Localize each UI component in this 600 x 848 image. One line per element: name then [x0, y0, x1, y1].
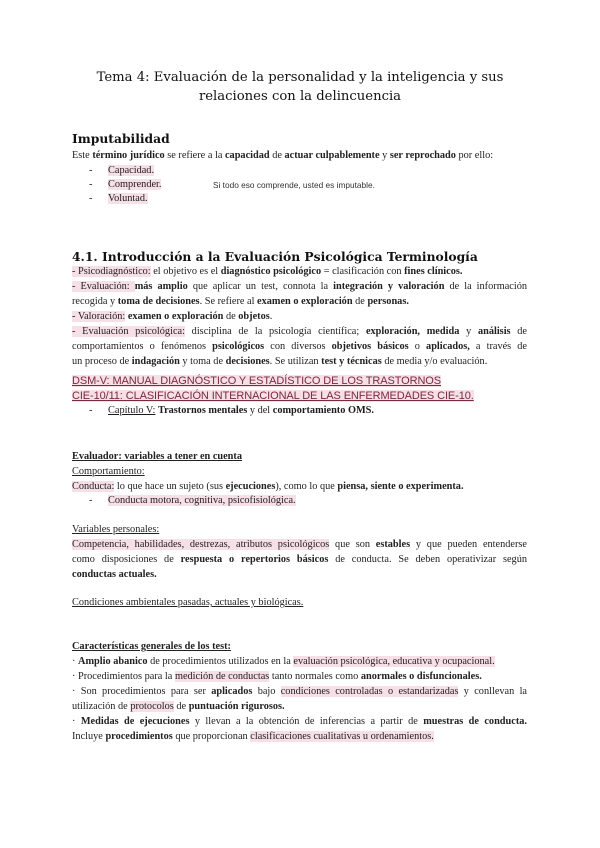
text: · [72, 656, 79, 667]
text: = clasificación con [321, 266, 405, 277]
bold-text: término jurídico [92, 150, 165, 161]
heading-introduccion: 4.1. Introducción a la Evaluación Psicológica Terminología [72, 249, 478, 264]
highlighted-text: Conducta: [72, 481, 115, 492]
paragraph-line [72, 280, 527, 293]
paragraph-line [72, 553, 527, 566]
paragraph-line [72, 355, 487, 368]
paragraph-line [72, 730, 434, 743]
comportamiento-label: Comportamiento: [72, 466, 145, 477]
bold-text: aplicados [211, 686, 253, 697]
list-bullet: - [89, 405, 93, 416]
text: de [510, 326, 528, 337]
heading-test [72, 640, 231, 653]
bold-text: examen o exploración [257, 296, 353, 307]
list-bullet: - [89, 165, 93, 176]
bold-underlined-text: Características generales de los test: [72, 641, 231, 652]
paragraph-line [72, 340, 527, 353]
bold-text: capacidad [224, 150, 270, 161]
highlighted-text: - Evaluación: [72, 281, 135, 292]
highlighted-text: - Psicodiagnóstico: [72, 266, 151, 277]
text: y llevan a la obtención de inferencias a partir de [189, 716, 424, 727]
bold-text: integración y valoración [333, 281, 445, 292]
paragraph-line [72, 715, 527, 728]
text: el objetivo es el [150, 266, 221, 277]
bold-text: actuar culpablemente [284, 150, 380, 161]
condiciones-label: Condiciones ambientales pasadas, actuales y biológicas. [72, 597, 304, 608]
bold-text: objetos [238, 311, 270, 322]
bold-text: Medidas de ejecuciones [80, 716, 190, 727]
text: o [408, 341, 427, 352]
text: que aplicar un test, connota la [187, 281, 334, 292]
highlighted-text: - Valoración: [72, 311, 126, 322]
document-title: Tema 4: Evaluación de la personalidad y la inteligencia y sus relaciones con la delincuencia [96, 70, 504, 104]
bold-text: examen o exploración [127, 311, 224, 322]
text: y conllevan la [458, 686, 528, 697]
list-item: Conducta motora, cognitiva, psicofisiológica. [108, 495, 296, 506]
text: comportamientos o fenómenos [72, 341, 213, 352]
variables-personales-label: Variables personales: [72, 524, 160, 535]
text: de procedimientos utilizados en la [147, 656, 294, 667]
text: de [173, 701, 189, 712]
highlighted-text: protocolos [130, 701, 174, 712]
highlighted-text: evaluación psicológica, educativa y ocupacional. [293, 656, 495, 667]
bold-text: muestras de conducta. [423, 716, 527, 727]
text: y [379, 150, 390, 161]
text: bajo [252, 686, 281, 697]
text: se refiere a la [164, 150, 225, 161]
text: y [459, 326, 478, 337]
text: de media y/o evaluación. [381, 356, 488, 367]
highlighted-text: Competencia, habilidades, destrezas, atributos psicológicos [72, 539, 330, 550]
bold-text: ser reprochado [389, 150, 456, 161]
text: y del [247, 405, 273, 416]
bold-text: exploración, medida [365, 326, 460, 337]
bold-text: anormales o disfuncionales. [360, 671, 482, 682]
text: de la información [444, 281, 527, 292]
bold-text: Trastornos mentales [157, 405, 248, 416]
text: y toma de [179, 356, 226, 367]
text: · Procedimientos para la [72, 671, 175, 682]
text: ), como lo que [275, 481, 338, 492]
text: · [72, 716, 81, 727]
bold-text: comportamiento OMS. [272, 405, 374, 416]
bold-text: indagación [131, 356, 180, 367]
text: · Son procedimientos para ser [72, 686, 212, 697]
bold-text: piensa, siente o experimenta. [337, 481, 464, 492]
heading-imputabilidad: Imputabilidad [72, 131, 170, 146]
bold-text: test y técnicas [321, 356, 382, 367]
text: de conducta. Se deben operativizar según [328, 554, 527, 565]
bold-text: toma de decisiones [117, 296, 200, 307]
text: de [223, 311, 239, 322]
list-bullet: - [89, 193, 93, 204]
paragraph-line [72, 265, 462, 278]
paragraph-line [72, 670, 482, 683]
bold-text: puntuación rigurosos. [188, 701, 285, 712]
list-bullet: - [89, 495, 93, 506]
text: . [269, 311, 273, 322]
highlighted-text: - Evaluación psicológica: [72, 326, 185, 337]
paragraph-line [72, 325, 527, 338]
text: y que pueden entenderse [410, 539, 527, 550]
list-item: Capacidad. [108, 165, 155, 176]
text: un proceso de [72, 356, 132, 367]
dsm-v-line: DSM-V: MANUAL DIAGNÓSTICO Y ESTADÍSTICO DE LOS TRASTORNOS [72, 375, 441, 387]
bold-text: procedimientos [105, 731, 173, 742]
paragraph-line [72, 700, 285, 713]
text: de [269, 150, 285, 161]
text: disciplina de la psicología científica; [184, 326, 366, 337]
text: recogida y [72, 296, 118, 307]
text: por ello: [455, 150, 494, 161]
bold-underlined-text: Evaluador: variables a tener en cuenta [72, 451, 242, 462]
text: utilización de [72, 701, 131, 712]
bold-text: Amplio abanico [78, 656, 148, 667]
list-item: Voluntad. [108, 193, 148, 204]
text: Este [72, 150, 93, 161]
text: lo que hace un sujeto (sus [114, 481, 226, 492]
paragraph-line [72, 480, 464, 493]
highlighted-text: clasificaciones cualitativas u ordenamientos. [250, 731, 434, 742]
text: que son [329, 539, 376, 550]
text: de [352, 296, 368, 307]
bold-text: aplicados, [426, 341, 470, 352]
text: . Se refiere al [199, 296, 258, 307]
bold-text: más amplio [134, 281, 188, 292]
paragraph-line [72, 685, 527, 698]
bold-text: análisis [477, 326, 511, 337]
imputabilidad-intro [72, 149, 493, 162]
highlighted-text: condiciones controladas o estandarizadas [280, 686, 459, 697]
paragraph-line [72, 655, 495, 668]
text: tanto normales como [269, 671, 361, 682]
bold-text: psicológicos [212, 341, 265, 352]
underlined-text: Capítulo V: [108, 405, 156, 416]
imputabilidad-note: Si todo eso comprende, usted es imputable. [213, 180, 375, 190]
paragraph-line [72, 310, 272, 323]
bold-text: fines clínicos. [404, 266, 463, 277]
text: Incluye [72, 731, 106, 742]
paragraph-line [72, 568, 157, 581]
paragraph-line [72, 295, 409, 308]
bold-text: conductas actuales. [72, 569, 157, 580]
bold-text: respuesta o repertorios básicos [180, 554, 329, 565]
text: que proporcionan [172, 731, 251, 742]
highlighted-text: medición de conductas [174, 671, 270, 682]
text: . Se utilizan [269, 356, 322, 367]
bold-text: objetivos básicos [331, 341, 409, 352]
bold-text: personas. [367, 296, 409, 307]
text: como disposiciones de [72, 554, 181, 565]
capitulo-v-item [108, 405, 374, 416]
text: con diversos [264, 341, 332, 352]
bold-text: estables [375, 539, 411, 550]
bold-text: ejecuciones [225, 481, 276, 492]
bold-text: decisiones [225, 356, 270, 367]
list-item: Comprender. [108, 179, 162, 190]
bold-text: diagnóstico psicológico [220, 266, 322, 277]
paragraph-line [72, 538, 527, 551]
heading-evaluador [72, 450, 242, 463]
list-bullet: - [89, 179, 93, 190]
cie-10-line: CIE-10/11: CLASIFICACIÓN INTERNACIONAL DE LAS ENFERMEDADES CIE-10. [72, 390, 474, 402]
text: a través de [469, 341, 527, 352]
